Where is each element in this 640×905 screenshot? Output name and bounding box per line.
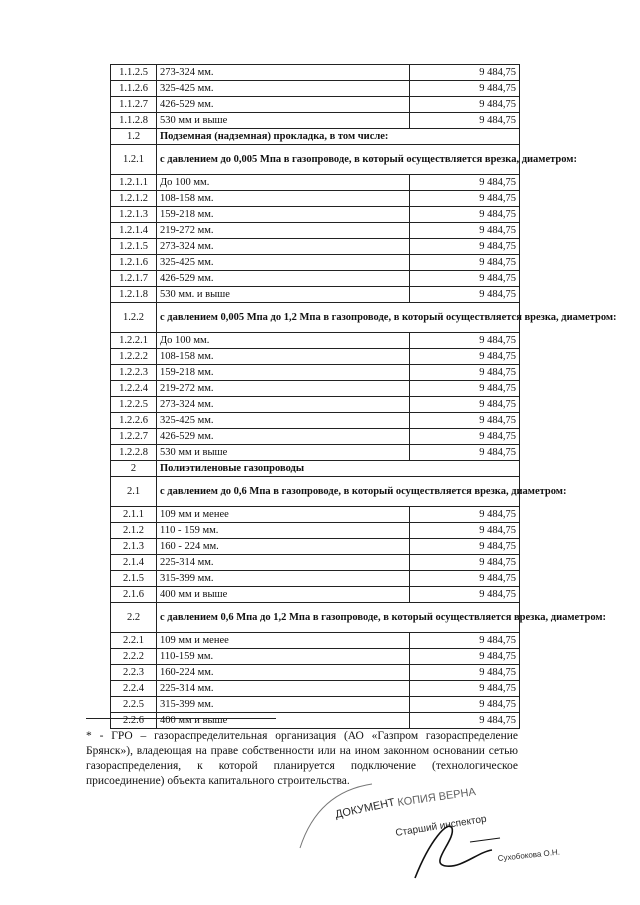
row-description: До 100 мм. [157,333,410,349]
row-number: 2.1.4 [111,555,157,571]
row-price: 9 484,75 [410,539,520,555]
row-number: 1.2.1.7 [111,271,157,287]
row-description: 108-158 мм. [157,349,410,365]
row-number: 2.2.6 [111,713,157,729]
row-number: 1.2.2 [111,303,157,333]
row-number: 1.2.2.1 [111,333,157,349]
row-price: 9 484,75 [410,507,520,523]
row-number: 2.2.3 [111,665,157,681]
row-description: 109 мм и менее [157,633,410,649]
row-number: 2 [111,461,157,477]
row-description: 273-324 мм. [157,239,410,255]
row-price: 9 484,75 [410,555,520,571]
row-price: 9 484,75 [410,349,520,365]
stamp-line-inspector: Старший инспектор [394,813,488,839]
row-price: 9 484,75 [410,81,520,97]
row-number: 1.2.1.4 [111,223,157,239]
row-price: 9 484,75 [410,397,520,413]
row-number: 1.2.2.7 [111,429,157,445]
row-description: 225-314 мм. [157,681,410,697]
row-price: 9 484,75 [410,381,520,397]
row-description: 110 - 159 мм. [157,523,410,539]
row-description: 400 мм и выше [157,587,410,603]
row-number: 1.2.2.8 [111,445,157,461]
row-number: 2.1.1 [111,507,157,523]
row-description: 426-529 мм. [157,429,410,445]
row-price: 9 484,75 [410,587,520,603]
row-number: 2.1.6 [111,587,157,603]
row-number: 2.2.2 [111,649,157,665]
section-title: Подземная (надземная) прокладка, в том числе: [157,129,520,145]
row-number: 1.2.1.3 [111,207,157,223]
row-number: 1.1.2.5 [111,65,157,81]
stamp-line-document: ДОКУМЕНТ [334,796,397,821]
row-description: 160 - 224 мм. [157,539,410,555]
row-price: 9 484,75 [410,649,520,665]
row-number: 2.2.5 [111,697,157,713]
row-price: 9 484,75 [410,287,520,303]
row-number: 1.2.1 [111,145,157,175]
row-description: 530 мм. и выше [157,287,410,303]
row-price: 9 484,75 [410,523,520,539]
row-description: 109 мм и менее [157,507,410,523]
row-price: 9 484,75 [410,697,520,713]
row-number: 1.2.2.4 [111,381,157,397]
stamp-group [300,784,560,863]
row-description: 110-159 мм. [157,649,410,665]
row-number: 2.2 [111,603,157,633]
footnote-text: * - ГРО – газораспределительная организация (АО «Газпром газораспределение Брянск»), владеющая на праве собственности или на ином законном основании сетью газораспределения, к которой планируется подключение (технологическое присоединение) объекта капитального строительства. [86,730,518,787]
row-description: 530 мм и выше [157,445,410,461]
row-description: 325-425 мм. [157,255,410,271]
row-price: 9 484,75 [410,175,520,191]
row-price: 9 484,75 [410,633,520,649]
row-description: До 100 мм. [157,175,410,191]
row-price: 9 484,75 [410,97,520,113]
row-description: 160-224 мм. [157,665,410,681]
row-price: 9 484,75 [410,365,520,381]
row-number: 1.2.2.2 [111,349,157,365]
row-number: 1.2.1.1 [111,175,157,191]
row-number: 1.1.2.8 [111,113,157,129]
row-number: 1.1.2.6 [111,81,157,97]
row-number: 2.1.5 [111,571,157,587]
row-number: 1.2.2.3 [111,365,157,381]
row-description: 426-529 мм. [157,271,410,287]
row-number: 1.2.1.5 [111,239,157,255]
row-price: 9 484,75 [410,223,520,239]
row-description: 530 мм и выше [157,113,410,129]
section-title: Полиэтиленовые газопроводы [157,461,520,477]
row-description: 273-324 мм. [157,65,410,81]
stamp-signature-name: Сухобокова О.Н. [497,847,561,863]
row-price: 9 484,75 [410,571,520,587]
row-number: 2.2.1 [111,633,157,649]
row-number: 1.2 [111,129,157,145]
row-price: 9 484,75 [410,681,520,697]
row-description: 400 мм и выше [157,713,410,729]
row-description: 219-272 мм. [157,381,410,397]
section-title: с давлением 0,005 Мпа до 1,2 Мпа в газопроводе, в который осуществляется врезка, диаметром: [157,303,520,333]
row-description: 159-218 мм. [157,365,410,381]
row-price: 9 484,75 [410,713,520,729]
row-number: 2.1 [111,477,157,507]
row-description: 315-399 мм. [157,571,410,587]
row-price: 9 484,75 [410,239,520,255]
section-title: с давлением до 0,6 Мпа в газопроводе, в который осуществляется врезка, диаметром: [157,477,520,507]
row-price: 9 484,75 [410,271,520,287]
row-description: 325-425 мм. [157,81,410,97]
row-description: 325-425 мм. [157,413,410,429]
row-number: 1.2.1.2 [111,191,157,207]
section-title: с давлением до 0,005 Мпа в газопроводе, в который осуществляется врезка, диаметром: [157,145,520,175]
row-number: 1.2.2.6 [111,413,157,429]
row-number: 2.1.3 [111,539,157,555]
row-description: 219-272 мм. [157,223,410,239]
row-description: 225-314 мм. [157,555,410,571]
row-number: 2.1.2 [111,523,157,539]
row-price: 9 484,75 [410,429,520,445]
row-description: 108-158 мм. [157,191,410,207]
row-description: 273-324 мм. [157,397,410,413]
row-price: 9 484,75 [410,413,520,429]
row-price: 9 484,75 [410,255,520,271]
row-price: 9 484,75 [410,191,520,207]
row-number: 1.2.2.5 [111,397,157,413]
row-description: 315-399 мм. [157,697,410,713]
section-title: с давлением 0,6 Мпа до 1,2 Мпа в газопроводе, в который осуществляется врезка, диаметром: [157,603,520,633]
row-price: 9 484,75 [410,113,520,129]
row-price: 9 484,75 [410,65,520,81]
row-number: 1.2.1.8 [111,287,157,303]
row-number: 1.1.2.7 [111,97,157,113]
row-description: 159-218 мм. [157,207,410,223]
row-number: 2.2.4 [111,681,157,697]
row-price: 9 484,75 [410,333,520,349]
row-price: 9 484,75 [410,445,520,461]
row-description: 426-529 мм. [157,97,410,113]
signature-line [470,838,500,842]
row-number: 1.2.1.6 [111,255,157,271]
row-price: 9 484,75 [410,207,520,223]
stamp-line-copy: КОПИЯ ВЕРНА [396,786,477,809]
row-price: 9 484,75 [410,665,520,681]
